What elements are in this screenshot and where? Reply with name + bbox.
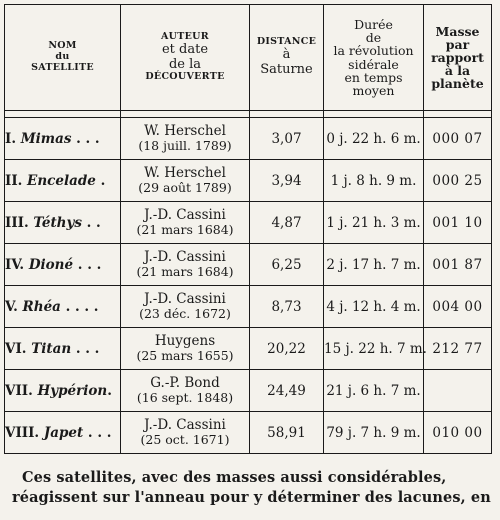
header-name: NOM du SATELLITE [5, 5, 121, 111]
mass-cell [424, 370, 492, 412]
discovery-cell: J.-D. Cassini (21 mars 1684) [121, 202, 250, 244]
discovery-cell: J.-D. Cassini (23 déc. 1672) [121, 286, 250, 328]
mass-cell: 010 00 [424, 412, 492, 454]
mass-cell: 001 87 [424, 244, 492, 286]
discovery-cell: W. Herschel (29 août 1789) [121, 160, 250, 202]
satellite-table [4, 4, 492, 454]
body-line-1: Ces satellites, avec des masses aussi considérables, [22, 469, 447, 486]
table-row [5, 370, 492, 412]
table-row [5, 328, 492, 370]
satellite-name: IV. Dioné . . . [5, 244, 121, 286]
satellite-name: VI. Titan . . . [5, 328, 121, 370]
period-cell: 4 j. 12 h. 4 m. [324, 286, 424, 328]
table-row [5, 118, 492, 160]
header-distance: DISTANCE à Saturne [250, 5, 324, 111]
satellite-name: VII. Hypérion. [5, 370, 121, 412]
discovery-cell: W. Herschel (18 juill. 1789) [121, 118, 250, 160]
satellite-name: V. Rhéa . . . . [5, 286, 121, 328]
distance-cell: 24,49 [250, 370, 324, 412]
distance-cell: 58,91 [250, 412, 324, 454]
period-cell: 21 j. 6 h. 7 m. [324, 370, 424, 412]
distance-cell: 6,25 [250, 244, 324, 286]
period-cell: 0 j. 22 h. 6 m. [324, 118, 424, 160]
mass-cell: 004 00 [424, 286, 492, 328]
mass-cell: 000 25 [424, 160, 492, 202]
distance-cell: 20,22 [250, 328, 324, 370]
table-header-row [5, 5, 492, 111]
distance-cell: 8,73 [250, 286, 324, 328]
discovery-cell: Huygens (25 mars 1655) [121, 328, 250, 370]
discovery-cell: G.-P. Bond (16 sept. 1848) [121, 370, 250, 412]
body-text [12, 468, 492, 507]
period-cell: 2 j. 17 h. 7 m. [324, 244, 424, 286]
period-cell: 1 j. 21 h. 3 m. [324, 202, 424, 244]
discovery-cell: J.-D. Cassini (25 oct. 1671) [121, 412, 250, 454]
discovery-cell: J.-D. Cassini (21 mars 1684) [121, 244, 250, 286]
body-line-2: réagissent sur l'anneau pour y déterminer des lacunes, en [12, 488, 491, 506]
table-row [5, 160, 492, 202]
distance-cell: 4,87 [250, 202, 324, 244]
period-cell: 15 j. 22 h. 7 m. [324, 328, 424, 370]
period-cell: 1 j. 8 h. 9 m. [324, 160, 424, 202]
table-row [5, 202, 492, 244]
mass-cell: 212 77 [424, 328, 492, 370]
satellite-name: III. Téthys . . [5, 202, 121, 244]
distance-cell: 3,07 [250, 118, 324, 160]
table-row [5, 244, 492, 286]
distance-cell: 3,94 [250, 160, 324, 202]
satellite-name: I. Mimas . . . [5, 118, 121, 160]
satellite-name: II. Encelade . [5, 160, 121, 202]
header-author: AUTEUR et date de la DÉCOUVERTE [121, 5, 250, 111]
satellite-name: VIII. Japet . . . [5, 412, 121, 454]
table-row [5, 412, 492, 454]
table-row [5, 286, 492, 328]
header-gap-row [5, 111, 492, 118]
header-mass: Masse par rapport à la planète [424, 5, 492, 111]
mass-cell: 000 07 [424, 118, 492, 160]
period-cell: 79 j. 7 h. 9 m. [324, 412, 424, 454]
header-duration: Durée de la révolution sidérale en temps moyen [324, 5, 424, 111]
mass-cell: 001 10 [424, 202, 492, 244]
